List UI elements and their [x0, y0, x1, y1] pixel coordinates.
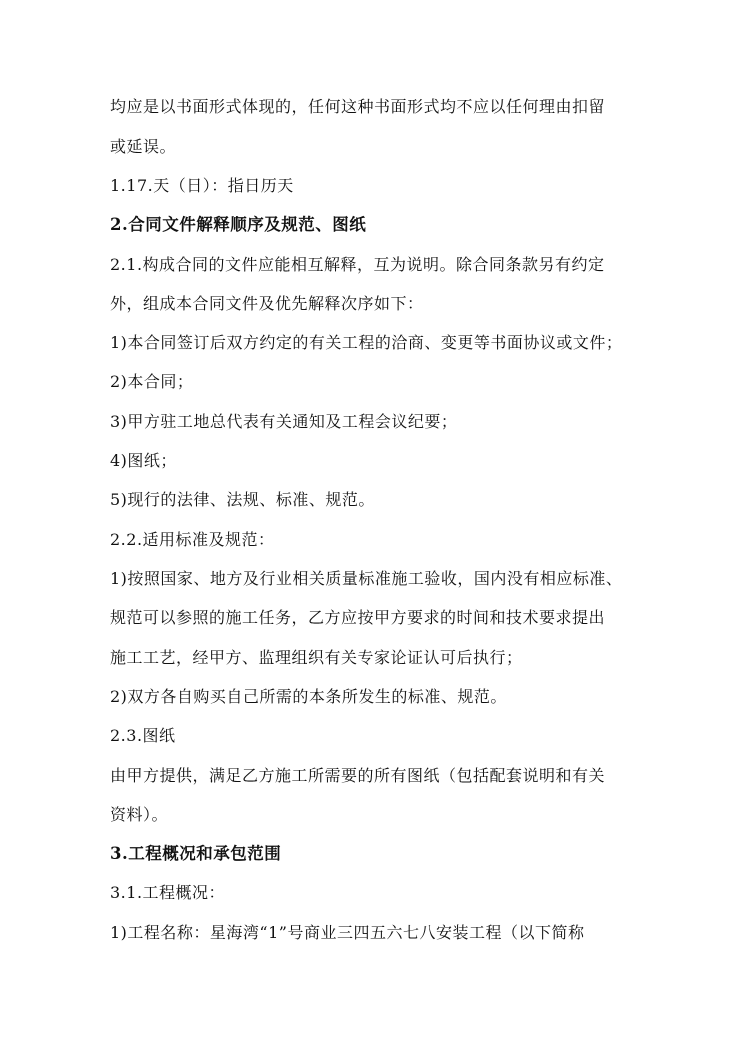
clause-line: 3.1.工程概况： — [110, 883, 226, 902]
section-heading: 3.工程概况和承包范围 — [110, 844, 282, 863]
body-text-line: 施工工艺，经甲方、监理组织有关专家论证认可后执行； — [110, 648, 523, 667]
body-text-line: 或延误。 — [110, 137, 177, 156]
clause-line: 1.17.天（日）：指日历天 — [110, 176, 294, 195]
clause-line: 2.3.图纸 — [110, 726, 176, 745]
clause-line: 2.2.适用标准及规范： — [110, 530, 275, 549]
list-item: 1)本合同签订后双方约定的有关工程的洽商、变更等书面协议或文件； — [110, 333, 623, 352]
body-text-line: 资料）。 — [110, 805, 169, 824]
body-text-line: 均应是以书面形式体现的，任何这种书面形式均不应以任何理由扣留 — [110, 97, 606, 116]
body-text-line: 规范可以参照的施工任务，乙方应按甲方要求的时间和技术要求提出 — [110, 608, 606, 627]
body-text-line: 外，组成本合同文件及优先解释次序如下： — [110, 294, 424, 313]
clause-line: 2.1.构成合同的文件应能相互解释，互为说明。除合同条款另有约定 — [110, 255, 605, 274]
section-heading: 2.合同文件解释顺序及规范、图纸 — [110, 215, 367, 234]
body-text-line: 由甲方提供，满足乙方施工所需要的所有图纸（包括配套说明和有关 — [110, 766, 606, 785]
list-item: 2)本合同； — [110, 372, 194, 391]
list-item: 2)双方各自购买自己所需的本条所发生的标准、规范。 — [110, 687, 507, 706]
list-item: 1)按照国家、地方及行业相关质量标准施工验收，国内没有相应标准、 — [110, 569, 623, 588]
list-item: 4)图纸； — [110, 451, 177, 470]
list-item: 1)工程名称：星海湾“1”号商业三四五六七八安装工程（以下简称 — [110, 923, 585, 942]
list-item: 3)甲方驻工地总代表有关通知及工程会议纪要； — [110, 412, 458, 431]
list-item: 5)现行的法律、法规、标准、规范。 — [110, 490, 375, 509]
